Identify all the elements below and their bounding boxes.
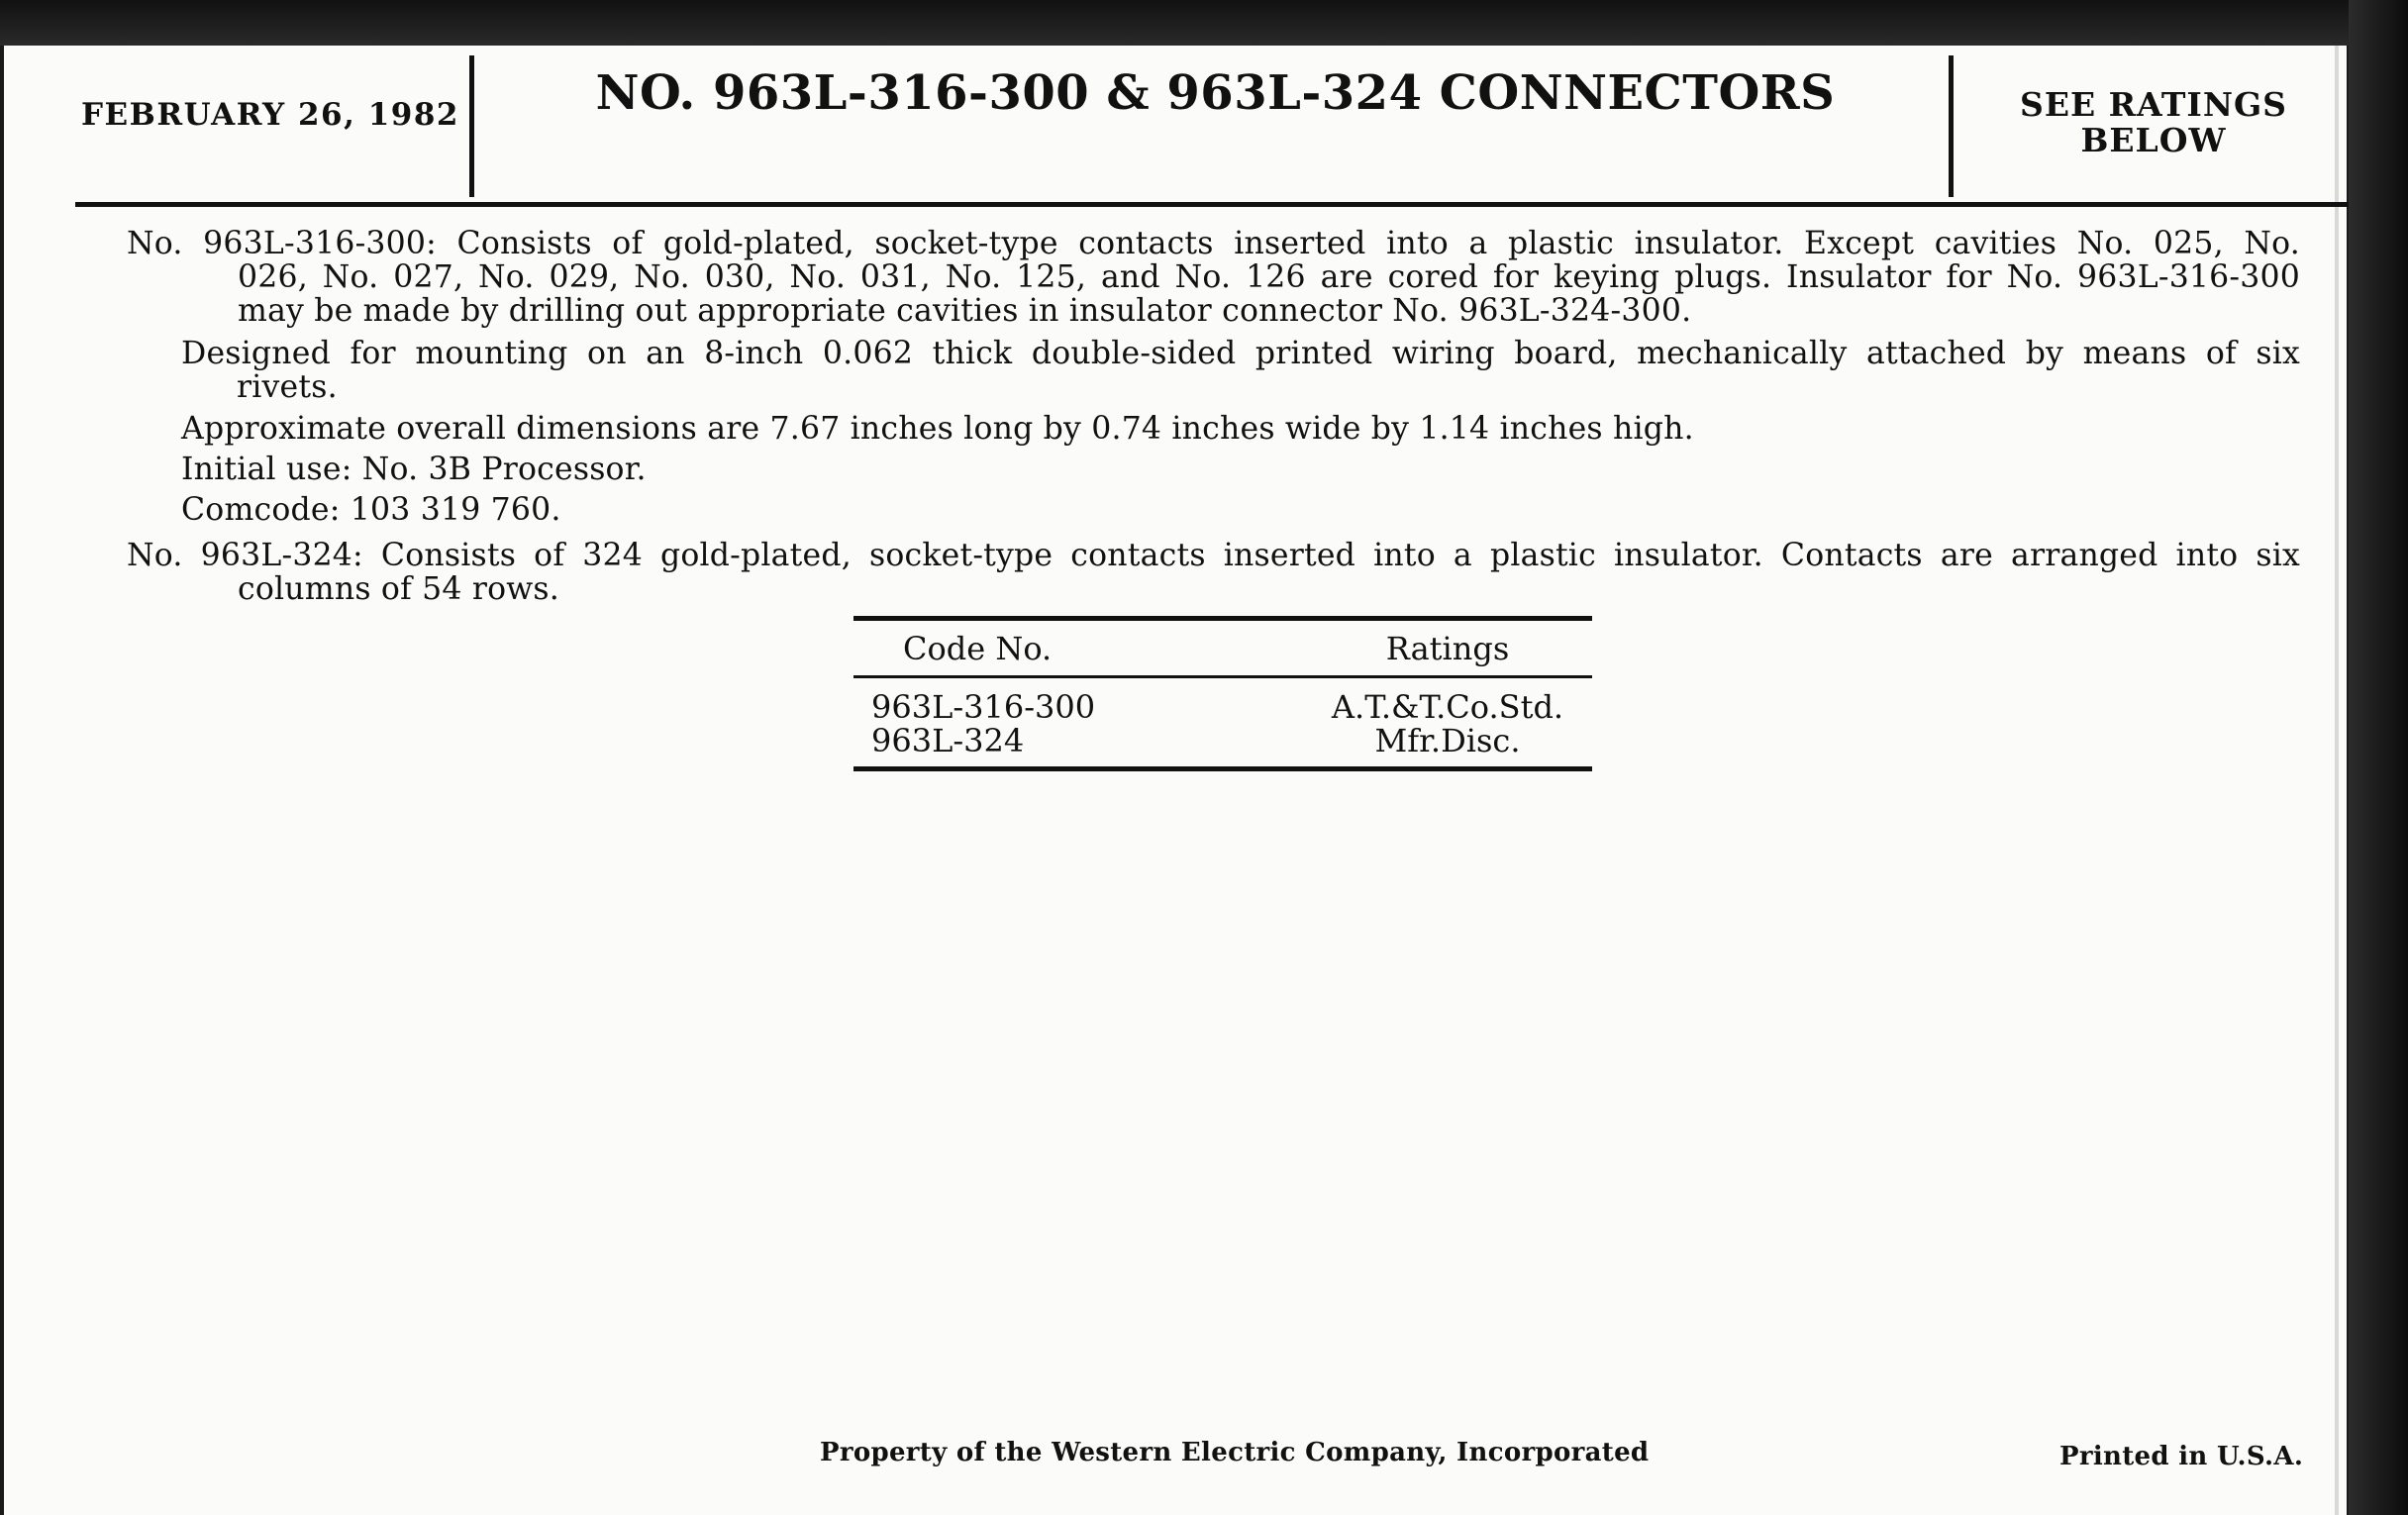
table-rule-mid xyxy=(853,675,1592,678)
paragraph-963l-316-300 xyxy=(127,227,2300,328)
header-divider-right xyxy=(1949,55,1954,197)
paragraph-963l-324 xyxy=(127,539,2300,606)
scan-right-border xyxy=(2349,0,2408,1515)
paragraph-line: No. 963L-324: Consists of 324 gold-plated, socket-type contacts inserted into a plastic insulator. Contacts are arranged into six xyxy=(127,538,2300,573)
paragraph-dimensions: Approximate overall dimensions are 7.67 inches long by 0.74 inches wide by 1.14 inches high. xyxy=(181,411,1694,447)
ratings-note-line2: BELOW xyxy=(2080,121,2227,159)
paragraph-line: Designed for mounting on an 8-inch 0.062 thick double-sided printed wiring board, mechanically attached by means of six xyxy=(181,336,2300,371)
paragraph-line: rivets. xyxy=(237,369,338,405)
table-header-code: Code No. xyxy=(903,630,1053,667)
ratings-note-line1: SEE RATINGS xyxy=(2019,85,2288,124)
table-header-ratings: Ratings xyxy=(1385,630,1510,667)
table-cell-code: 963L-316-300 xyxy=(871,688,1096,726)
header-ratings-note xyxy=(1965,87,2342,158)
scan-top-border xyxy=(0,0,2408,46)
header-divider-left xyxy=(469,55,474,197)
card-edge xyxy=(2335,46,2339,1515)
paragraph-line: may be made by drilling out appropriate cavities in insulator connector No. 963L-324-300. xyxy=(238,293,1692,329)
table-cell-rating: Mfr.Disc. xyxy=(1374,722,1521,759)
header-rule xyxy=(75,202,2349,207)
table-rule-top xyxy=(853,616,1592,621)
footer-printed-note: Printed in U.S.A. xyxy=(2059,1442,2304,1471)
table-cell-code: 963L-324 xyxy=(871,722,1025,759)
paragraph-line: No. 963L-316-300: Consists of gold-plated, socket-type contacts inserted into a plastic insulator. Except cavities No. 025, No. xyxy=(127,226,2300,261)
paragraph-line: columns of 54 rows. xyxy=(238,571,559,607)
table-cell-rating: A.T.&T.Co.Std. xyxy=(1331,688,1564,726)
page-title: NO. 963L-316-300 & 963L-324 CONNECTORS xyxy=(595,65,1836,121)
paragraph-line: 026, No. 027, No. 029, No. 030, No. 031, No. 125, and No. 126 are cored for keying plugs. Insulator for No. 963L-316-300 xyxy=(238,259,2300,295)
footer-property-note: Property of the Western Electric Company, Incorporated xyxy=(820,1438,1650,1467)
header-date: FEBRUARY 26, 1982 xyxy=(81,97,459,133)
table-rule-bottom xyxy=(853,766,1592,771)
paragraph-initial-use: Initial use: No. 3B Processor. xyxy=(181,452,647,487)
paragraph-comcode: Comcode: 103 319 760. xyxy=(181,492,561,528)
paragraph-mounting xyxy=(181,337,2300,404)
